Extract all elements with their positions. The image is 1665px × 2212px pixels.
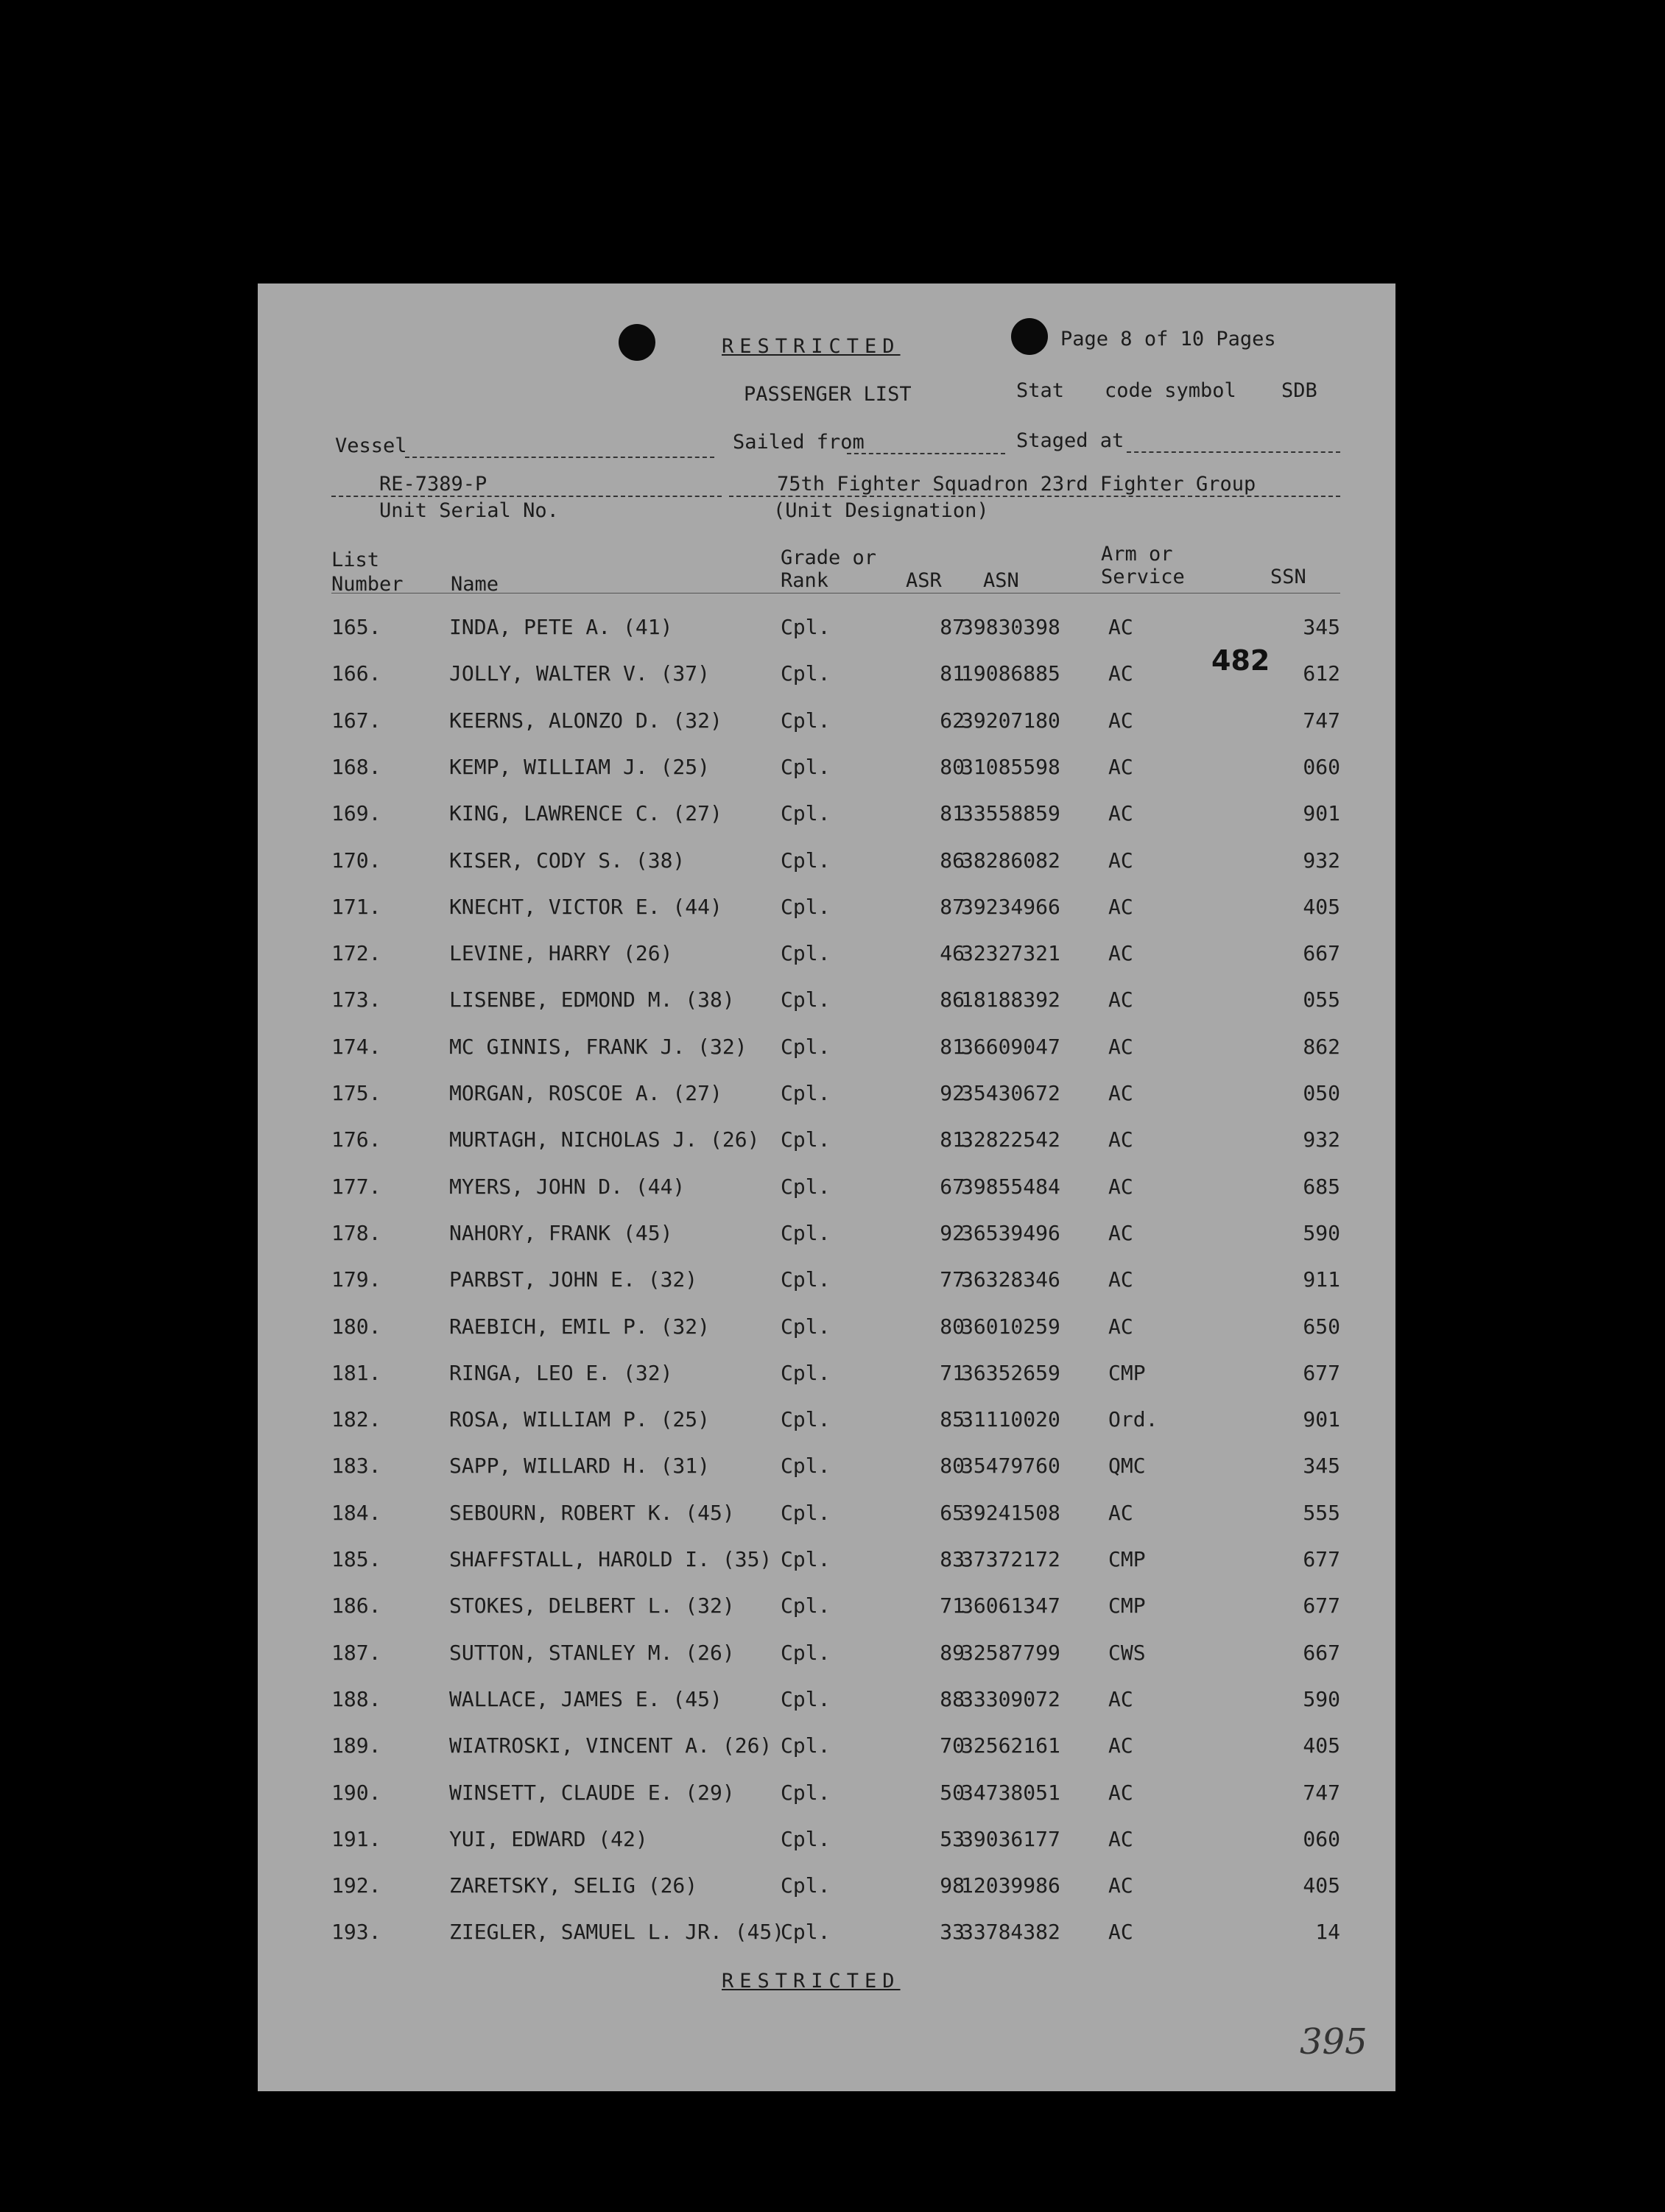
ssn-value: 345 bbox=[1303, 1454, 1340, 1479]
col-name: Name bbox=[451, 573, 499, 596]
arm-or-service: AC bbox=[1108, 1686, 1133, 1711]
ssn-value: 050 bbox=[1303, 1081, 1340, 1105]
page-indicator bbox=[1060, 328, 1276, 351]
code-symbol-value: SDB bbox=[1281, 379, 1317, 402]
ssn-value: 932 bbox=[1303, 1127, 1340, 1152]
list-number: 188. bbox=[331, 1686, 381, 1711]
arm-or-service: AC bbox=[1108, 1267, 1133, 1292]
asr-value: 80 bbox=[940, 1314, 965, 1339]
unit-serial-label: Unit Serial No. bbox=[379, 499, 559, 522]
passenger-name: ZIEGLER, SAMUEL L. JR. (45) bbox=[449, 1920, 785, 1945]
code-symbol-label: code symbol bbox=[1105, 379, 1236, 402]
list-number: 182. bbox=[331, 1407, 381, 1432]
grade: Cpl. bbox=[781, 1920, 831, 1945]
passenger-name: SAPP, WILLARD H. (31) bbox=[449, 1454, 711, 1479]
ssn-value: 901 bbox=[1303, 1407, 1340, 1432]
ssn-value: 612 bbox=[1303, 661, 1340, 686]
asr-value: 83 bbox=[940, 1547, 965, 1571]
ssn-value: 590 bbox=[1303, 1220, 1340, 1245]
arm-or-service: AC bbox=[1108, 754, 1133, 779]
table-row bbox=[258, 1221, 1395, 1250]
asn-value: 32587799 bbox=[961, 1640, 1060, 1665]
staged-at-blank bbox=[1127, 451, 1340, 453]
asn-value: 33558859 bbox=[961, 801, 1060, 826]
ssn-value: 405 bbox=[1303, 1873, 1340, 1898]
ssn-value: 747 bbox=[1303, 1780, 1340, 1805]
table-row bbox=[258, 1501, 1395, 1530]
grade: Cpl. bbox=[781, 894, 831, 919]
list-number: 175. bbox=[331, 1081, 381, 1105]
list-number: 191. bbox=[331, 1826, 381, 1851]
arm-or-service: AC bbox=[1108, 1780, 1133, 1805]
arm-or-service: Ord. bbox=[1108, 1407, 1158, 1432]
arm-or-service: AC bbox=[1108, 894, 1133, 919]
passenger-name: KING, LAWRENCE C. (27) bbox=[449, 801, 722, 826]
ssn-value: 345 bbox=[1303, 615, 1340, 639]
list-number: 179. bbox=[331, 1267, 381, 1292]
arm-or-service: QMC bbox=[1108, 1454, 1146, 1479]
list-number: 172. bbox=[331, 941, 381, 966]
grade: Cpl. bbox=[781, 941, 831, 966]
arm-or-service: CMP bbox=[1108, 1360, 1146, 1385]
ssn-value: 911 bbox=[1303, 1267, 1340, 1292]
grade: Cpl. bbox=[781, 1640, 831, 1665]
list-number: 190. bbox=[331, 1780, 381, 1805]
arm-or-service: AC bbox=[1108, 848, 1133, 873]
arm-or-service: AC bbox=[1108, 941, 1133, 966]
passenger-name: KEMP, WILLIAM J. (25) bbox=[449, 754, 711, 779]
asr-value: 86 bbox=[940, 848, 965, 873]
list-number: 186. bbox=[331, 1593, 381, 1619]
asn-value: 33784382 bbox=[961, 1920, 1060, 1945]
passenger-name: WINSETT, CLAUDE E. (29) bbox=[449, 1780, 735, 1805]
sailed-from-label: Sailed from bbox=[733, 431, 865, 454]
col-grade-line2: Rank bbox=[781, 569, 829, 592]
asr-value: 80 bbox=[940, 754, 965, 779]
asr-value: 86 bbox=[940, 987, 965, 1012]
list-number: 189. bbox=[331, 1733, 381, 1758]
list-number: 170. bbox=[331, 848, 381, 873]
table-row bbox=[258, 1127, 1395, 1157]
list-number: 176. bbox=[331, 1127, 381, 1152]
grade: Cpl. bbox=[781, 1686, 831, 1711]
ssn-value: 747 bbox=[1303, 708, 1340, 733]
unit-serial-value: RE-7389-P bbox=[379, 473, 487, 496]
asr-value: 67 bbox=[940, 1174, 965, 1199]
arm-or-service: AC bbox=[1108, 1920, 1133, 1945]
list-number: 187. bbox=[331, 1640, 381, 1665]
grade: Cpl. bbox=[781, 1454, 831, 1479]
table-row bbox=[258, 801, 1395, 831]
table-row bbox=[258, 1081, 1395, 1110]
asn-value: 32822542 bbox=[961, 1127, 1060, 1152]
asn-value: 39207180 bbox=[961, 708, 1060, 733]
unit-designation-value: 75th Fighter Squadron 23rd Fighter Group bbox=[777, 473, 1256, 496]
asr-value: 81 bbox=[940, 661, 965, 686]
col-list-line2: Number bbox=[331, 573, 404, 596]
list-number: 177. bbox=[331, 1174, 381, 1199]
asn-value: 18188392 bbox=[961, 987, 1060, 1012]
arm-or-service: CMP bbox=[1108, 1547, 1146, 1571]
col-arm-line2: Service bbox=[1101, 566, 1185, 588]
asr-value: 98 bbox=[940, 1873, 965, 1898]
table-row bbox=[258, 1733, 1395, 1763]
grade: Cpl. bbox=[781, 1220, 831, 1245]
grade: Cpl. bbox=[781, 1174, 831, 1199]
asn-value: 36352659 bbox=[961, 1360, 1060, 1385]
page-label: Page bbox=[1060, 328, 1109, 351]
asn-value: 36061347 bbox=[961, 1593, 1060, 1619]
restricted-footer: RESTRICTED bbox=[722, 1970, 901, 1993]
table-row bbox=[258, 1920, 1395, 1949]
table-row bbox=[258, 1641, 1395, 1670]
asr-value: 33 bbox=[940, 1920, 965, 1945]
arm-or-service: CMP bbox=[1108, 1593, 1146, 1619]
passenger-name: INDA, PETE A. (41) bbox=[449, 615, 673, 639]
passenger-name: PARBST, JOHN E. (32) bbox=[449, 1267, 698, 1292]
list-number: 185. bbox=[331, 1547, 381, 1571]
passenger-name: KISER, CODY S. (38) bbox=[449, 848, 686, 873]
ssn-value: 685 bbox=[1303, 1174, 1340, 1199]
table-row bbox=[258, 1827, 1395, 1856]
grade: Cpl. bbox=[781, 1593, 831, 1619]
asn-value: 39855484 bbox=[961, 1174, 1060, 1199]
table-row bbox=[258, 987, 1395, 1017]
ssn-value: 060 bbox=[1303, 754, 1340, 779]
asr-value: 87 bbox=[940, 615, 965, 639]
grade: Cpl. bbox=[781, 708, 831, 733]
grade: Cpl. bbox=[781, 987, 831, 1012]
passenger-name: SEBOURN, ROBERT K. (45) bbox=[449, 1500, 735, 1525]
asn-value: 39036177 bbox=[961, 1826, 1060, 1851]
passenger-name: YUI, EDWARD (42) bbox=[449, 1826, 648, 1851]
arm-or-service: AC bbox=[1108, 1220, 1133, 1245]
asr-value: 81 bbox=[940, 801, 965, 826]
asr-value: 70 bbox=[940, 1733, 965, 1758]
passenger-name: ZARETSKY, SELIG (26) bbox=[449, 1873, 698, 1898]
asn-value: 36539496 bbox=[961, 1220, 1060, 1245]
asr-value: 50 bbox=[940, 1780, 965, 1805]
asn-value: 32327321 bbox=[961, 941, 1060, 966]
col-arm-line1: Arm or bbox=[1101, 543, 1173, 566]
list-number: 181. bbox=[331, 1360, 381, 1385]
ssn-value: 677 bbox=[1303, 1360, 1340, 1385]
table-row bbox=[258, 1593, 1395, 1623]
grade: Cpl. bbox=[781, 1500, 831, 1525]
table-row bbox=[258, 1314, 1395, 1344]
arm-or-service: AC bbox=[1108, 1127, 1133, 1152]
passenger-name: KNECHT, VICTOR E. (44) bbox=[449, 894, 722, 919]
table-row bbox=[258, 1035, 1395, 1064]
passenger-name: JOLLY, WALTER V. (37) bbox=[449, 661, 711, 686]
asn-value: 19086885 bbox=[961, 661, 1060, 686]
list-number: 165. bbox=[331, 615, 381, 639]
grade: Cpl. bbox=[781, 1780, 831, 1805]
arm-or-service: AC bbox=[1108, 1873, 1133, 1898]
asn-value: 31085598 bbox=[961, 754, 1060, 779]
ssn-value: 060 bbox=[1303, 1826, 1340, 1851]
table-row bbox=[258, 708, 1395, 738]
table-row bbox=[258, 895, 1395, 924]
asr-value: 62 bbox=[940, 708, 965, 733]
asr-value: 81 bbox=[940, 1127, 965, 1152]
grade: Cpl. bbox=[781, 1127, 831, 1152]
grade: Cpl. bbox=[781, 1267, 831, 1292]
table-row bbox=[258, 848, 1395, 878]
page-total: 10 bbox=[1180, 328, 1205, 351]
asr-value: 80 bbox=[940, 1454, 965, 1479]
list-number: 178. bbox=[331, 1220, 381, 1245]
col-list-line1: List bbox=[331, 549, 380, 571]
col-asr: ASR bbox=[906, 569, 942, 592]
passenger-name: KEERNS, ALONZO D. (32) bbox=[449, 708, 722, 733]
ssn-value: 677 bbox=[1303, 1593, 1340, 1619]
asr-value: 77 bbox=[940, 1267, 965, 1292]
asr-value: 89 bbox=[940, 1640, 965, 1665]
passenger-name: LISENBE, EDMOND M. (38) bbox=[449, 987, 735, 1012]
document-page bbox=[258, 283, 1395, 2091]
table-row bbox=[258, 1267, 1395, 1297]
asn-value: 35430672 bbox=[961, 1081, 1060, 1105]
grade: Cpl. bbox=[781, 1873, 831, 1898]
unit-serial-line bbox=[331, 496, 722, 497]
list-number: 169. bbox=[331, 801, 381, 826]
asn-value: 39234966 bbox=[961, 894, 1060, 919]
punch-hole bbox=[619, 324, 655, 361]
passenger-name: STOKES, DELBERT L. (32) bbox=[449, 1593, 735, 1619]
asn-value: 37372172 bbox=[961, 1547, 1060, 1571]
list-number: 171. bbox=[331, 894, 381, 919]
passenger-name: NAHORY, FRANK (45) bbox=[449, 1220, 673, 1245]
stat-label: Stat bbox=[1016, 379, 1065, 402]
unit-designation-line bbox=[729, 496, 1340, 497]
grade: Cpl. bbox=[781, 1547, 831, 1571]
asr-value: 85 bbox=[940, 1407, 965, 1432]
list-number: 167. bbox=[331, 708, 381, 733]
arm-or-service: CWS bbox=[1108, 1640, 1146, 1665]
list-number: 173. bbox=[331, 987, 381, 1012]
asn-value: 36010259 bbox=[961, 1314, 1060, 1339]
ssn-value: 14 bbox=[1315, 1920, 1340, 1945]
passenger-name: RAEBICH, EMIL P. (32) bbox=[449, 1314, 711, 1339]
grade: Cpl. bbox=[781, 661, 831, 686]
page-number: 8 bbox=[1120, 328, 1133, 351]
ssn-value: 590 bbox=[1303, 1686, 1340, 1711]
table-row bbox=[258, 755, 1395, 784]
asr-value: 65 bbox=[940, 1500, 965, 1525]
ssn-value: 667 bbox=[1303, 941, 1340, 966]
list-title: PASSENGER LIST bbox=[744, 383, 912, 406]
asr-value: 81 bbox=[940, 1034, 965, 1059]
list-number: 183. bbox=[331, 1454, 381, 1479]
table-row bbox=[258, 615, 1395, 644]
passenger-name: MURTAGH, NICHOLAS J. (26) bbox=[449, 1127, 760, 1152]
asn-value: 39241508 bbox=[961, 1500, 1060, 1525]
vessel-label: Vessel bbox=[335, 434, 407, 457]
passenger-name: WALLACE, JAMES E. (45) bbox=[449, 1686, 722, 1711]
asr-value: 88 bbox=[940, 1686, 965, 1711]
col-ssn: SSN bbox=[1270, 566, 1306, 588]
asr-value: 53 bbox=[940, 1826, 965, 1851]
arm-or-service: AC bbox=[1108, 1733, 1133, 1758]
list-number: 166. bbox=[331, 661, 381, 686]
ssn-value: 555 bbox=[1303, 1500, 1340, 1525]
grade: Cpl. bbox=[781, 1407, 831, 1432]
ssn-value: 932 bbox=[1303, 848, 1340, 873]
asn-value: 31110020 bbox=[961, 1407, 1060, 1432]
asr-value: 92 bbox=[940, 1220, 965, 1245]
asn-value: 38286082 bbox=[961, 848, 1060, 873]
grade: Cpl. bbox=[781, 1360, 831, 1385]
ssn-value: 055 bbox=[1303, 987, 1340, 1012]
passenger-name: WIATROSKI, VINCENT A. (26) bbox=[449, 1733, 772, 1758]
grade: Cpl. bbox=[781, 615, 831, 639]
arm-or-service: AC bbox=[1108, 1081, 1133, 1105]
table-row bbox=[258, 1687, 1395, 1716]
arm-or-service: AC bbox=[1108, 1174, 1133, 1199]
pages-label: Pages bbox=[1216, 328, 1276, 351]
staged-at-label: Staged at bbox=[1016, 429, 1124, 452]
ssn-value: 405 bbox=[1303, 894, 1340, 919]
ssn-value: 650 bbox=[1303, 1314, 1340, 1339]
ssn-value: 901 bbox=[1303, 801, 1340, 826]
col-asn: ASN bbox=[983, 569, 1019, 592]
asr-value: 46 bbox=[940, 941, 965, 966]
arm-or-service: AC bbox=[1108, 1826, 1133, 1851]
unit-designation-label: (Unit Designation) bbox=[773, 499, 989, 522]
stamped-number: 482 bbox=[1211, 644, 1270, 677]
list-number: 192. bbox=[331, 1873, 381, 1898]
ssn-value: 862 bbox=[1303, 1034, 1340, 1059]
list-number: 168. bbox=[331, 754, 381, 779]
grade: Cpl. bbox=[781, 754, 831, 779]
passenger-name: RINGA, LEO E. (32) bbox=[449, 1360, 673, 1385]
list-number: 174. bbox=[331, 1034, 381, 1059]
grade: Cpl. bbox=[781, 1733, 831, 1758]
handwritten-number: 395 bbox=[1300, 2021, 1367, 2063]
arm-or-service: AC bbox=[1108, 801, 1133, 826]
grade: Cpl. bbox=[781, 848, 831, 873]
asr-value: 71 bbox=[940, 1360, 965, 1385]
col-grade-line1: Grade or bbox=[781, 546, 877, 569]
arm-or-service: AC bbox=[1108, 661, 1133, 686]
table-row bbox=[258, 1873, 1395, 1903]
passenger-name: ROSA, WILLIAM P. (25) bbox=[449, 1407, 711, 1432]
grade: Cpl. bbox=[781, 1826, 831, 1851]
table-row bbox=[258, 1174, 1395, 1204]
list-number: 184. bbox=[331, 1500, 381, 1525]
punch-hole bbox=[1011, 318, 1048, 355]
arm-or-service: AC bbox=[1108, 708, 1133, 733]
vessel-blank bbox=[405, 457, 714, 458]
table-row bbox=[258, 1780, 1395, 1810]
asn-value: 34738051 bbox=[961, 1780, 1060, 1805]
passenger-name: MC GINNIS, FRANK J. (32) bbox=[449, 1034, 747, 1059]
arm-or-service: AC bbox=[1108, 1500, 1133, 1525]
passenger-name: SHAFFSTALL, HAROLD I. (35) bbox=[449, 1547, 772, 1571]
ssn-value: 677 bbox=[1303, 1547, 1340, 1571]
grade: Cpl. bbox=[781, 1034, 831, 1059]
asn-value: 35479760 bbox=[961, 1454, 1060, 1479]
list-number: 193. bbox=[331, 1920, 381, 1945]
asn-value: 36328346 bbox=[961, 1267, 1060, 1292]
sailed-from-blank bbox=[847, 453, 1005, 454]
asr-value: 71 bbox=[940, 1593, 965, 1619]
asr-value: 92 bbox=[940, 1081, 965, 1105]
page-of-label: of bbox=[1144, 328, 1169, 351]
passenger-name: LEVINE, HARRY (26) bbox=[449, 941, 673, 966]
table-row bbox=[258, 1454, 1395, 1483]
asn-value: 33309072 bbox=[961, 1686, 1060, 1711]
restricted-header: RESTRICTED bbox=[722, 335, 901, 358]
table-row bbox=[258, 941, 1395, 971]
passenger-name: SUTTON, STANLEY M. (26) bbox=[449, 1640, 735, 1665]
asn-value: 12039986 bbox=[961, 1873, 1060, 1898]
grade: Cpl. bbox=[781, 1314, 831, 1339]
passenger-name: MORGAN, ROSCOE A. (27) bbox=[449, 1081, 722, 1105]
arm-or-service: AC bbox=[1108, 615, 1133, 639]
arm-or-service: AC bbox=[1108, 987, 1133, 1012]
grade: Cpl. bbox=[781, 801, 831, 826]
asr-value: 87 bbox=[940, 894, 965, 919]
arm-or-service: AC bbox=[1108, 1314, 1133, 1339]
arm-or-service: AC bbox=[1108, 1034, 1133, 1059]
table-row bbox=[258, 1407, 1395, 1437]
table-row bbox=[258, 1361, 1395, 1390]
ssn-value: 405 bbox=[1303, 1733, 1340, 1758]
asn-value: 36609047 bbox=[961, 1034, 1060, 1059]
table-row bbox=[258, 1547, 1395, 1577]
grade: Cpl. bbox=[781, 1081, 831, 1105]
asn-value: 32562161 bbox=[961, 1733, 1060, 1758]
asn-value: 39830398 bbox=[961, 615, 1060, 639]
passenger-name: MYERS, JOHN D. (44) bbox=[449, 1174, 686, 1199]
list-number: 180. bbox=[331, 1314, 381, 1339]
ssn-value: 667 bbox=[1303, 1640, 1340, 1665]
